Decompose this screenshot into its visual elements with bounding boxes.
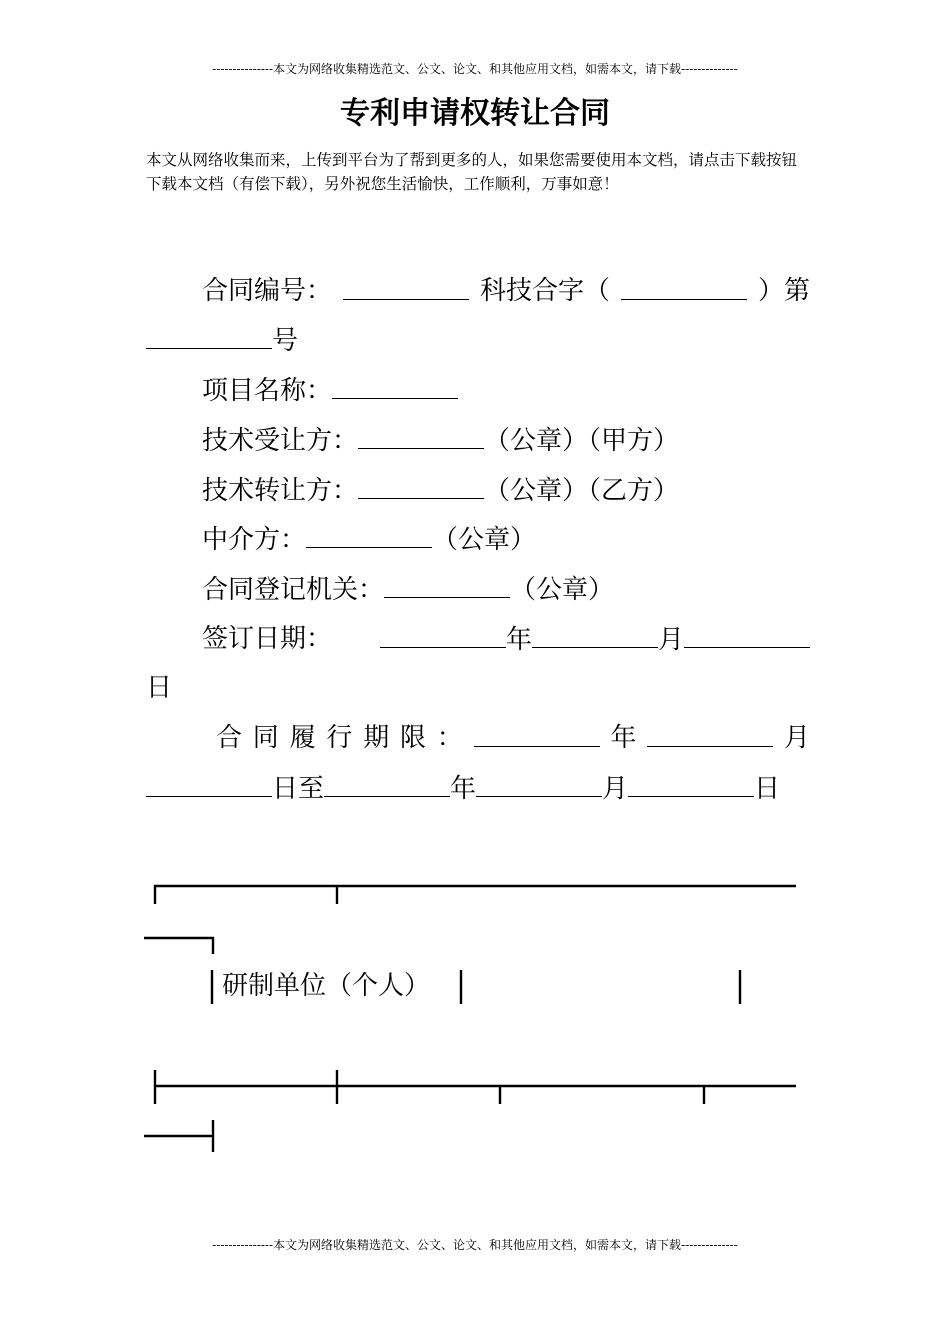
intermediary-note: （公章） [432, 525, 537, 555]
term-char-3: 履 [289, 723, 316, 753]
header-note: ---------------本文为网络收集精选范文、公文、论文、和其他应用文档，如需本文，请下载-------------- [212, 62, 738, 76]
term-char-2: 同 [252, 723, 279, 753]
registry-note: （公章） [510, 575, 615, 605]
term-start-month-unit: 月 [783, 723, 810, 753]
contract-number-end: ）第 [757, 276, 810, 306]
sign-date-line-2 [146, 668, 810, 708]
sign-month-unit: 月 [657, 625, 684, 655]
term-end-month-unit: 月 [602, 774, 629, 804]
registry-line [146, 569, 810, 609]
contract-number-blank [343, 271, 469, 300]
transferor-blank [358, 470, 484, 499]
transferee-line [146, 420, 810, 460]
contract-number-suffix: 号 [272, 326, 299, 356]
term-start-day-blank [146, 768, 272, 797]
term-char-1: 合 [216, 723, 243, 753]
table-cell-developer-label: 研制单位（个人） [222, 971, 431, 1001]
footer-note: ---------------本文为网络收集精选范文、公文、论文、和其他应用文档，如需本文，请下载-------------- [212, 1238, 738, 1252]
contract-seq-blank [146, 320, 272, 349]
registry-blank [384, 569, 510, 598]
contract-number-label: 合同编号： [202, 276, 333, 306]
contract-number-mid: 科技合字（ [479, 276, 610, 306]
intermediary-blank [306, 519, 432, 548]
intermediary-line [146, 519, 810, 559]
sign-date-line [146, 619, 810, 659]
contract-year-blank [621, 271, 747, 300]
term-line-2 [146, 768, 810, 808]
sign-date-label: 签订日期： [202, 624, 333, 654]
sign-year-blank [380, 619, 506, 648]
project-name-blank [332, 370, 458, 399]
transferor-line [146, 470, 810, 510]
term-char-7: ： [436, 723, 463, 753]
term-end-year-unit: 年 [450, 774, 477, 804]
contract-number-line [146, 271, 810, 311]
project-name-label: 项目名称： [202, 376, 333, 406]
term-char-4: 行 [326, 723, 353, 753]
transferee-blank [358, 420, 484, 449]
sign-month-blank [532, 619, 658, 648]
transferee-label: 技术受让方： [202, 426, 359, 456]
term-char-6: 限 [399, 723, 426, 753]
term-start-month-blank [647, 718, 773, 747]
registry-label: 合同登记机关： [202, 575, 385, 605]
project-name-line [146, 370, 810, 410]
sign-year-unit: 年 [505, 625, 532, 655]
transferee-note: （公章）（甲方） [484, 426, 680, 456]
term-to: 日至 [272, 774, 325, 804]
sign-day-unit: 日 [146, 673, 173, 703]
transferor-note: （公章）（乙方） [484, 476, 680, 506]
contract-number-line-2 [146, 320, 810, 360]
term-end-year-blank [324, 768, 450, 797]
transferor-label: 技术转让方： [202, 476, 359, 506]
term-start-year-blank [474, 718, 600, 747]
term-end-day-unit: 日 [754, 774, 781, 804]
document-title: 专利申请权转让合同 [340, 96, 610, 131]
sign-day-blank [684, 619, 810, 648]
term-start-year-unit: 年 [610, 723, 637, 753]
term-end-month-blank [476, 768, 602, 797]
term-line [146, 718, 810, 758]
intermediary-label: 中介方： [202, 525, 307, 555]
term-char-5: 期 [363, 723, 390, 753]
term-end-day-blank [628, 768, 754, 797]
intro-paragraph: 本文从网络收集而来，上传到平台为了帮到更多的人，如果您需要使用本文档，请点击下载按钮下载本文档（有偿下载），另外祝您生活愉快，工作顺利，万事如意！ [146, 151, 798, 193]
